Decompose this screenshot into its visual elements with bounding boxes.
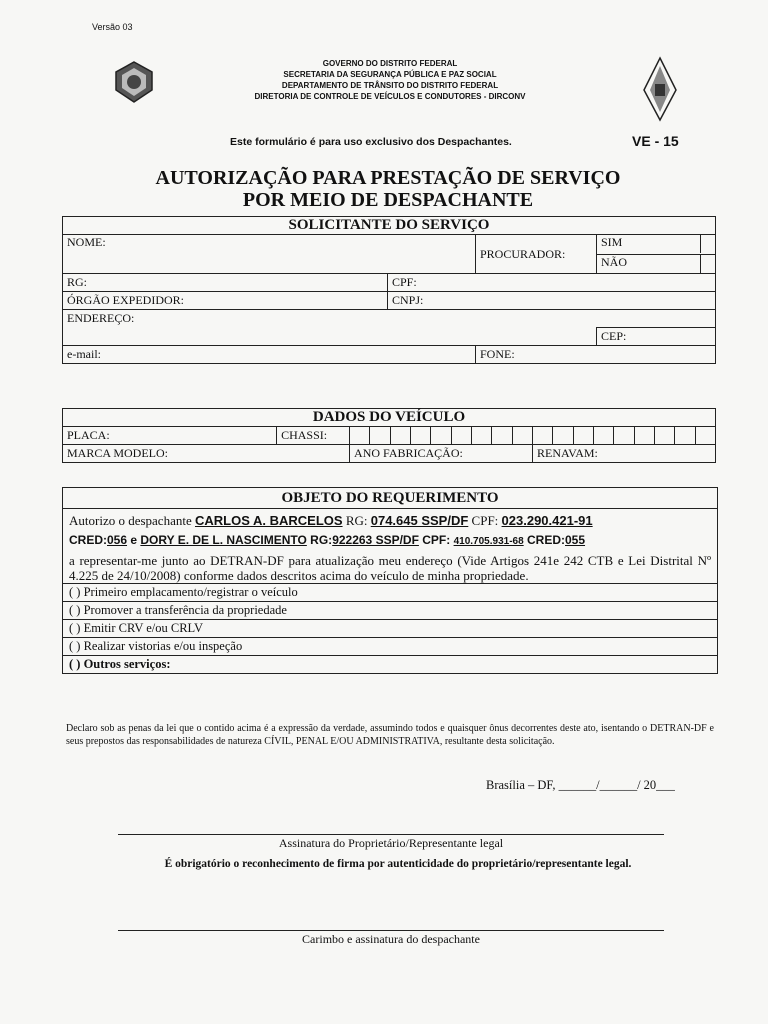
declaration-text: Declaro sob as penas da lei que o contido acima é a expressão da verdade, assumindo todos e quaisquer ônus decorrentes deste ato, isentando o DETRAN-DF e seus prepostos das responsabilidades de natureza CÍVIL, PENAL E/OU ADMINISTRATIVA, resultante desta solicitação. bbox=[66, 723, 714, 747]
dispatcher-2-rg: 922263 SSP/DF bbox=[332, 533, 419, 547]
chassis-char-box[interactable] bbox=[553, 427, 573, 445]
dispatcher-2-name: DORY E. DE L. NASCIMENTO bbox=[140, 533, 307, 547]
rg-field[interactable] bbox=[63, 274, 388, 292]
vehicle-section bbox=[62, 408, 716, 463]
dispatcher-signature-label: Carimbo e assinatura do despachante bbox=[302, 932, 480, 946]
text: RG: bbox=[342, 513, 371, 528]
requester-section-title: SOLICITANTE DO SERVIÇO bbox=[63, 217, 716, 235]
year-label: ANO FABRICAÇÃO: bbox=[354, 446, 463, 460]
chassis-char-box[interactable] bbox=[573, 427, 593, 445]
proxy-no-checkbox[interactable] bbox=[700, 255, 715, 273]
proxy-yes-label: SIM bbox=[601, 235, 623, 250]
issuer-field[interactable] bbox=[63, 292, 388, 310]
chassis-char-box[interactable] bbox=[675, 427, 695, 445]
exclusive-use-note: Este formulário é para uso exclusivo dos Despachantes. bbox=[230, 136, 512, 148]
brasilia-emblem-icon bbox=[638, 56, 682, 122]
header-line-4: DIRETORIA DE CONTROLE DE VEÍCULOS E CONDUTORES - DIRCONV bbox=[254, 92, 526, 101]
text: CPF: bbox=[418, 533, 454, 547]
option-other-services[interactable]: ( ) Outros serviços: bbox=[63, 655, 717, 673]
dispatcher-1-cpf: 023.290.421-91 bbox=[501, 513, 593, 528]
option-ownership-transfer[interactable]: ( ) Promover a transferência da propriedade bbox=[63, 601, 717, 619]
form-title-line-2: POR MEIO DE DESPACHANTE bbox=[242, 189, 534, 211]
plate-field[interactable] bbox=[63, 427, 277, 445]
header-line-2: SECRETARIA DA SEGURANÇA PÚBLICA E PAZ SOCIAL bbox=[283, 70, 497, 79]
owner-signature-line[interactable] bbox=[118, 834, 664, 835]
chassis-char-box[interactable] bbox=[350, 427, 370, 445]
header-line-3: DEPARTAMENTO DE TRÂNSITO DO DISTRITO FEDERAL bbox=[281, 81, 499, 90]
notary-note: É obrigatório o reconhecimento de firma por autenticidade do proprietário/representante legal. bbox=[164, 858, 632, 870]
cep-label: CEP: bbox=[601, 329, 627, 343]
chassis-char-box[interactable] bbox=[492, 427, 512, 445]
agency-header bbox=[200, 58, 580, 102]
option-issue-crv[interactable]: ( ) Emitir CRV e/ou CRLV bbox=[63, 619, 717, 637]
dispatcher-1-cred: 056 bbox=[107, 533, 128, 547]
issuer-label: ÓRGÃO EXPEDIDOR: bbox=[67, 293, 184, 307]
request-object-title: OBJETO DO REQUERIMENTO bbox=[63, 488, 717, 509]
text: CRED: bbox=[69, 533, 107, 547]
cpf-label: CPF: bbox=[392, 275, 417, 289]
chassis-label: CHASSI: bbox=[277, 427, 350, 445]
email-field[interactable] bbox=[63, 346, 476, 364]
chassis-char-box[interactable] bbox=[370, 427, 390, 445]
cnpj-label: CNPJ: bbox=[392, 293, 424, 307]
authorization-line-2 bbox=[63, 533, 717, 547]
option-first-registration[interactable]: ( ) Primeiro emplacamento/registrar o veículo bbox=[63, 583, 717, 601]
form-title-line-1: AUTORIZAÇÃO PARA PRESTAÇÃO DE SERVIÇO bbox=[155, 167, 621, 189]
proxy-yes-checkbox[interactable] bbox=[700, 235, 715, 253]
chassis-char-box[interactable] bbox=[593, 427, 613, 445]
make-model-label: MARCA MODELO: bbox=[67, 446, 169, 460]
cnpj-field[interactable] bbox=[388, 292, 716, 310]
email-label: e-mail: bbox=[67, 347, 101, 361]
rg-label: RG: bbox=[67, 275, 88, 289]
text: RG: bbox=[306, 533, 333, 547]
plate-label: PLACA: bbox=[67, 428, 110, 442]
cpf-field[interactable] bbox=[388, 274, 716, 292]
text: CRED: bbox=[523, 533, 565, 547]
address-field[interactable] bbox=[63, 310, 716, 328]
owner-signature-label: Assinatura do Proprietário/Representante legal bbox=[278, 836, 504, 850]
dispatcher-2-cred: 055 bbox=[565, 533, 586, 547]
address-label: ENDEREÇO: bbox=[67, 311, 135, 325]
request-object-section bbox=[62, 487, 718, 674]
make-model-field[interactable] bbox=[63, 445, 350, 463]
dispatcher-1-name: CARLOS A. BARCELOS bbox=[194, 513, 343, 528]
phone-field[interactable] bbox=[476, 346, 716, 364]
form-code: VE - 15 bbox=[632, 133, 679, 149]
dispatcher-1-rg: 074.645 SSP/DF bbox=[370, 513, 469, 528]
chassis-char-box[interactable] bbox=[411, 427, 431, 445]
name-field[interactable] bbox=[63, 235, 476, 274]
vehicle-section-title: DADOS DO VEÍCULO bbox=[63, 409, 716, 427]
proxy-no-label: NÃO bbox=[601, 254, 627, 269]
year-field[interactable] bbox=[350, 445, 533, 463]
phone-label: FONE: bbox=[480, 347, 515, 361]
chassis-char-box[interactable] bbox=[634, 427, 654, 445]
chassis-char-box[interactable] bbox=[451, 427, 471, 445]
text: Autorizo o despachante bbox=[69, 513, 195, 528]
chassis-char-box[interactable] bbox=[532, 427, 552, 445]
requester-section bbox=[62, 216, 716, 364]
chassis-char-box[interactable] bbox=[654, 427, 674, 445]
text: e bbox=[127, 533, 141, 547]
chassis-char-box[interactable] bbox=[390, 427, 410, 445]
chassis-char-box[interactable] bbox=[614, 427, 634, 445]
authorization-line-1 bbox=[63, 513, 717, 529]
renavam-label: RENAVAM: bbox=[536, 446, 598, 460]
text: CPF: bbox=[468, 513, 502, 528]
police-badge-icon bbox=[112, 60, 156, 104]
chassis-char-box[interactable] bbox=[512, 427, 532, 445]
form-title bbox=[60, 167, 716, 211]
place-date-field[interactable]: Brasília – DF, ______/______/ 20___ bbox=[486, 778, 675, 792]
proxy-label: PROCURADOR: bbox=[476, 235, 597, 274]
name-label: NOME: bbox=[67, 235, 106, 249]
authorization-purpose: a representar-me junto ao DETRAN-DF para atualização meu endereço (Vide Artigos 241e 242 CTB e Lei Distrital Nº 4.225 de 24/10/2008) conforme dados descritos acima do veículo de minha propriedade. bbox=[69, 553, 711, 583]
header-line-1: GOVERNO DO DISTRITO FEDERAL bbox=[322, 59, 458, 68]
chassis-char-box[interactable] bbox=[695, 427, 715, 445]
dispatcher-signature-line[interactable] bbox=[118, 930, 664, 931]
version-label: Versão 03 bbox=[92, 22, 133, 32]
chassis-char-box[interactable] bbox=[431, 427, 451, 445]
dispatcher-2-cpf: 410.705.931-68 bbox=[453, 536, 524, 547]
renavam-field[interactable] bbox=[532, 445, 715, 463]
option-inspection[interactable]: ( ) Realizar vistorias e/ou inspeção bbox=[63, 637, 717, 655]
chassis-char-box[interactable] bbox=[472, 427, 492, 445]
cep-field[interactable] bbox=[597, 328, 716, 346]
